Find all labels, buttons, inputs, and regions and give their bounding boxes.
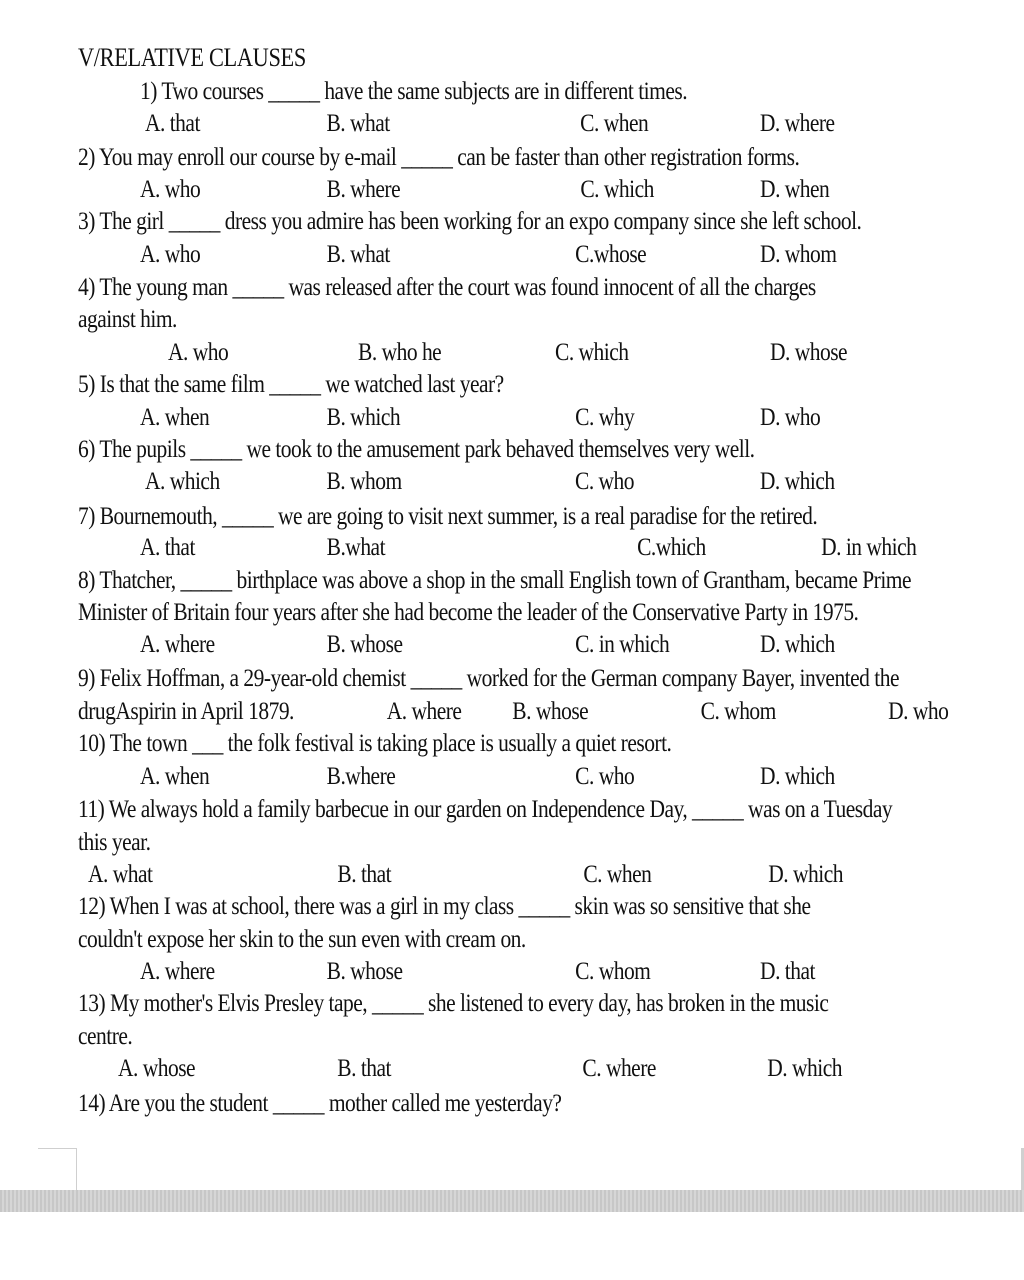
question-2-stem: 2) You may enroll our course by e-mail _____ can be faster than other registration forms. bbox=[78, 144, 800, 171]
option-d[interactable]: D. which bbox=[760, 631, 835, 658]
option-b[interactable]: B. that bbox=[337, 861, 392, 888]
question-8-stem-continued: Minister of Britain four years after she had become the leader of the Conservative Party in 1975. bbox=[78, 599, 859, 626]
question-12-stem: 12) When I was at school, there was a girl in my class _____ skin was so sensitive that she bbox=[78, 893, 811, 920]
question-12-stem-continued: couldn't expose her skin to the sun even with cream on. bbox=[78, 926, 526, 953]
question-11-stem-continued: this year. bbox=[78, 829, 151, 856]
question-13-stem-continued: centre. bbox=[78, 1023, 133, 1050]
option-c[interactable]: C. when bbox=[580, 110, 649, 137]
option-b[interactable]: B. whom bbox=[326, 468, 402, 495]
question-4-stem: 4) The young man _____ was released after the court was found innocent of all the charges bbox=[78, 274, 816, 301]
option-b[interactable]: B. whose bbox=[512, 698, 589, 725]
question-10-stem: 10) The town ___ the folk festival is taking place is usually a quiet resort. bbox=[78, 730, 672, 757]
option-d[interactable]: D. when bbox=[760, 176, 830, 203]
option-a[interactable]: A. where bbox=[386, 698, 462, 725]
option-c[interactable]: C. when bbox=[583, 861, 652, 888]
option-b[interactable]: B.what bbox=[326, 534, 386, 561]
option-a[interactable]: A. what bbox=[88, 861, 153, 888]
question-14-stem: 14) Are you the student _____ mother called me yesterday? bbox=[78, 1090, 562, 1117]
option-c[interactable]: C.whose bbox=[575, 241, 647, 268]
option-d[interactable]: D. which bbox=[759, 468, 835, 495]
option-d[interactable]: D. who bbox=[888, 698, 949, 725]
option-b[interactable]: B. where bbox=[326, 176, 401, 203]
option-a[interactable]: A. who bbox=[168, 339, 229, 366]
option-b[interactable]: B. which bbox=[326, 404, 401, 431]
option-a[interactable]: A. where bbox=[140, 631, 215, 658]
option-c[interactable]: C. in which bbox=[575, 631, 670, 658]
option-d[interactable]: D. in which bbox=[821, 534, 917, 561]
question-9-stem: 9) Felix Hoffman, a 29-year-old chemist _____ worked for the German company Bayer, invented the bbox=[78, 665, 899, 692]
question-11-stem: 11) We always hold a family barbecue in our garden on Independence Day, _____ was on a Tuesday bbox=[78, 796, 893, 823]
option-b[interactable]: B. who he bbox=[358, 339, 442, 366]
question-9-continued-text: drugAspirin in April 1879. bbox=[78, 698, 294, 725]
option-b[interactable]: B. that bbox=[337, 1055, 392, 1082]
option-a[interactable]: A. whose bbox=[118, 1055, 196, 1082]
question-4-stem-continued: against him. bbox=[78, 306, 177, 333]
option-c[interactable]: C. why bbox=[575, 404, 635, 431]
option-a[interactable]: A. when bbox=[140, 763, 210, 790]
section-title: V/RELATIVE CLAUSES bbox=[78, 43, 306, 72]
option-b[interactable]: B. whose bbox=[326, 631, 403, 658]
option-b[interactable]: B. what bbox=[326, 110, 390, 137]
question-9-stem-continued bbox=[78, 697, 949, 727]
page-break-bar bbox=[0, 1190, 1024, 1212]
option-c[interactable]: C. which bbox=[580, 176, 654, 203]
option-c[interactable]: C. whom bbox=[575, 958, 651, 985]
option-a[interactable]: A. who bbox=[140, 176, 201, 203]
option-d[interactable]: D. which bbox=[760, 763, 835, 790]
option-b[interactable]: B.where bbox=[326, 763, 396, 790]
question-13-stem: 13) My mother's Elvis Presley tape, _____ she listened to every day, has broken in the music bbox=[78, 990, 829, 1017]
option-d[interactable]: D. where bbox=[759, 110, 835, 137]
option-d[interactable]: D. which bbox=[767, 1055, 842, 1082]
option-b[interactable]: B. what bbox=[326, 241, 390, 268]
question-1-stem: 1) Two courses _____ have the same subjects are in different times. bbox=[140, 78, 688, 105]
option-d[interactable]: D. whom bbox=[760, 241, 837, 268]
option-a[interactable]: A. that bbox=[145, 110, 200, 137]
option-a[interactable]: A. where bbox=[140, 958, 215, 985]
question-6-stem: 6) The pupils _____ we took to the amusement park behaved themselves very well. bbox=[78, 436, 755, 463]
question-8-stem: 8) Thatcher, _____ birthplace was above a shop in the small English town of Grantham, became Prime bbox=[78, 567, 912, 594]
option-c[interactable]: C. which bbox=[555, 339, 629, 366]
page-corner-mark bbox=[38, 1148, 77, 1195]
question-5-stem: 5) Is that the same film _____ we watched last year? bbox=[78, 371, 504, 398]
option-c[interactable]: C. whom bbox=[700, 698, 776, 725]
option-d[interactable]: D. who bbox=[760, 404, 821, 431]
option-c[interactable]: C.which bbox=[637, 534, 706, 561]
option-a[interactable]: A. when bbox=[140, 404, 210, 431]
option-c[interactable]: C. who bbox=[575, 468, 635, 495]
option-d[interactable]: D. whose bbox=[770, 339, 848, 366]
option-a[interactable]: A. that bbox=[140, 534, 195, 561]
option-a[interactable]: A. which bbox=[145, 468, 220, 495]
option-d[interactable]: D. which bbox=[768, 861, 843, 888]
option-c[interactable]: C. who bbox=[575, 763, 635, 790]
option-d[interactable]: D. that bbox=[760, 958, 815, 985]
option-c[interactable]: C. where bbox=[582, 1055, 656, 1082]
question-3-stem: 3) The girl _____ dress you admire has been working for an expo company since she left school. bbox=[78, 208, 862, 235]
question-7-stem: 7) Bournemouth, _____ we are going to visit next summer, is a real paradise for the retired. bbox=[78, 503, 818, 530]
option-b[interactable]: B. whose bbox=[326, 958, 403, 985]
option-a[interactable]: A. who bbox=[140, 241, 201, 268]
